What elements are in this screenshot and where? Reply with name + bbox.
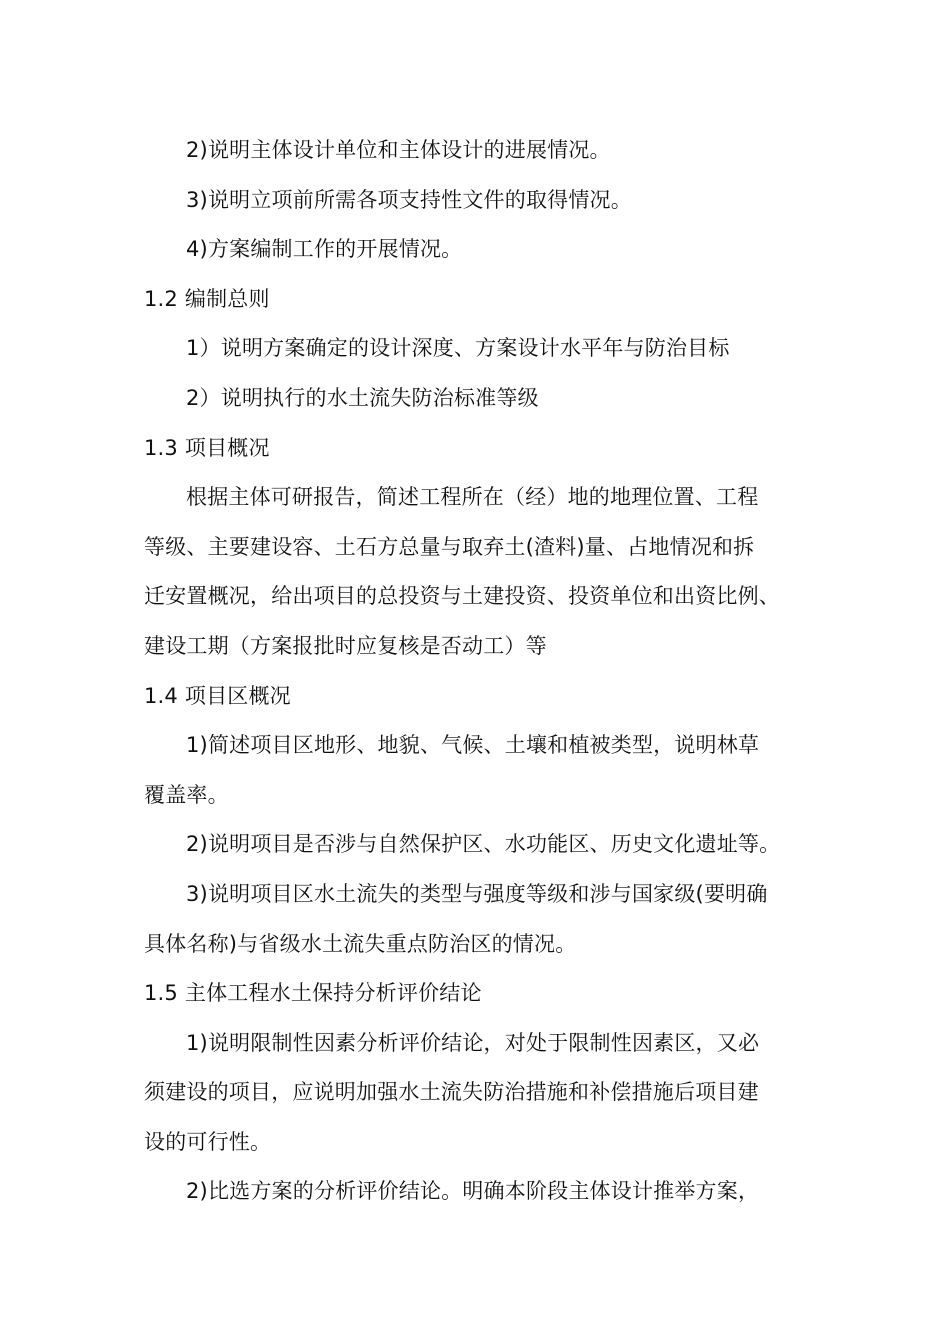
paragraph-line: 4)方案编制工作的开展情况。 xyxy=(186,237,463,262)
section-heading: 1.3 项目概况 xyxy=(144,435,270,460)
paragraph-line: 须建设的项目，应说明加强水土流失防治措施和补偿措施后项目建 xyxy=(144,1080,759,1105)
paragraph-line: 建设工期（方案报批时应复核是否动工）等 xyxy=(144,633,547,658)
section-heading: 1.4 项目区概况 xyxy=(144,683,291,708)
document-body xyxy=(144,126,834,1217)
paragraph-line: 具体名称)与省级水土流失重点防治区的情况。 xyxy=(144,931,577,956)
paragraph-line: 1）说明方案确定的设计深度、方案设计水平年与防治目标 xyxy=(186,336,730,361)
paragraph-line: 3)说明项目区水土流失的类型与强度等级和涉与国家级(要明确 xyxy=(186,881,768,906)
paragraph-line: 2)说明主体设计单位和主体设计的进展情况。 xyxy=(186,138,611,162)
paragraph-line: 2)比选方案的分析评价结论。明确本阶段主体设计推举方案， xyxy=(186,1179,760,1204)
paragraph-line: 等级、主要建设容、土石方总量与取弃土(渣料)量、占地情况和拆 xyxy=(144,534,755,559)
paragraph-line: 设的可行性。 xyxy=(144,1129,272,1154)
paragraph-line: 2）说明执行的水土流失防治标准等级 xyxy=(186,385,539,410)
section-heading: 1.5 主体工程水土保持分析评价结论 xyxy=(144,981,482,1006)
paragraph-line: 1)简述项目区地形、地貌、气候、土壤和植被类型，说明林草 xyxy=(186,733,760,758)
paragraph-line: 3)说明立项前所需各项支持性文件的取得情况。 xyxy=(186,187,632,212)
paragraph-line: 迁安置概况，给出项目的总投资与土建投资、投资单位和出资比例、 xyxy=(144,584,780,609)
paragraph-line: 根据主体可研报告，简述工程所在（经）地的地理位置、工程 xyxy=(186,485,759,510)
section-heading: 1.2 编制总则 xyxy=(144,286,270,311)
paragraph-line: 覆盖率。 xyxy=(144,782,229,807)
paragraph-line: 1)说明限制性因素分析评价结论，对处于限制性因素区，又必 xyxy=(186,1030,760,1055)
paragraph-line: 2)说明项目是否涉与自然保护区、水功能区、历史文化遗址等。 xyxy=(186,832,781,857)
